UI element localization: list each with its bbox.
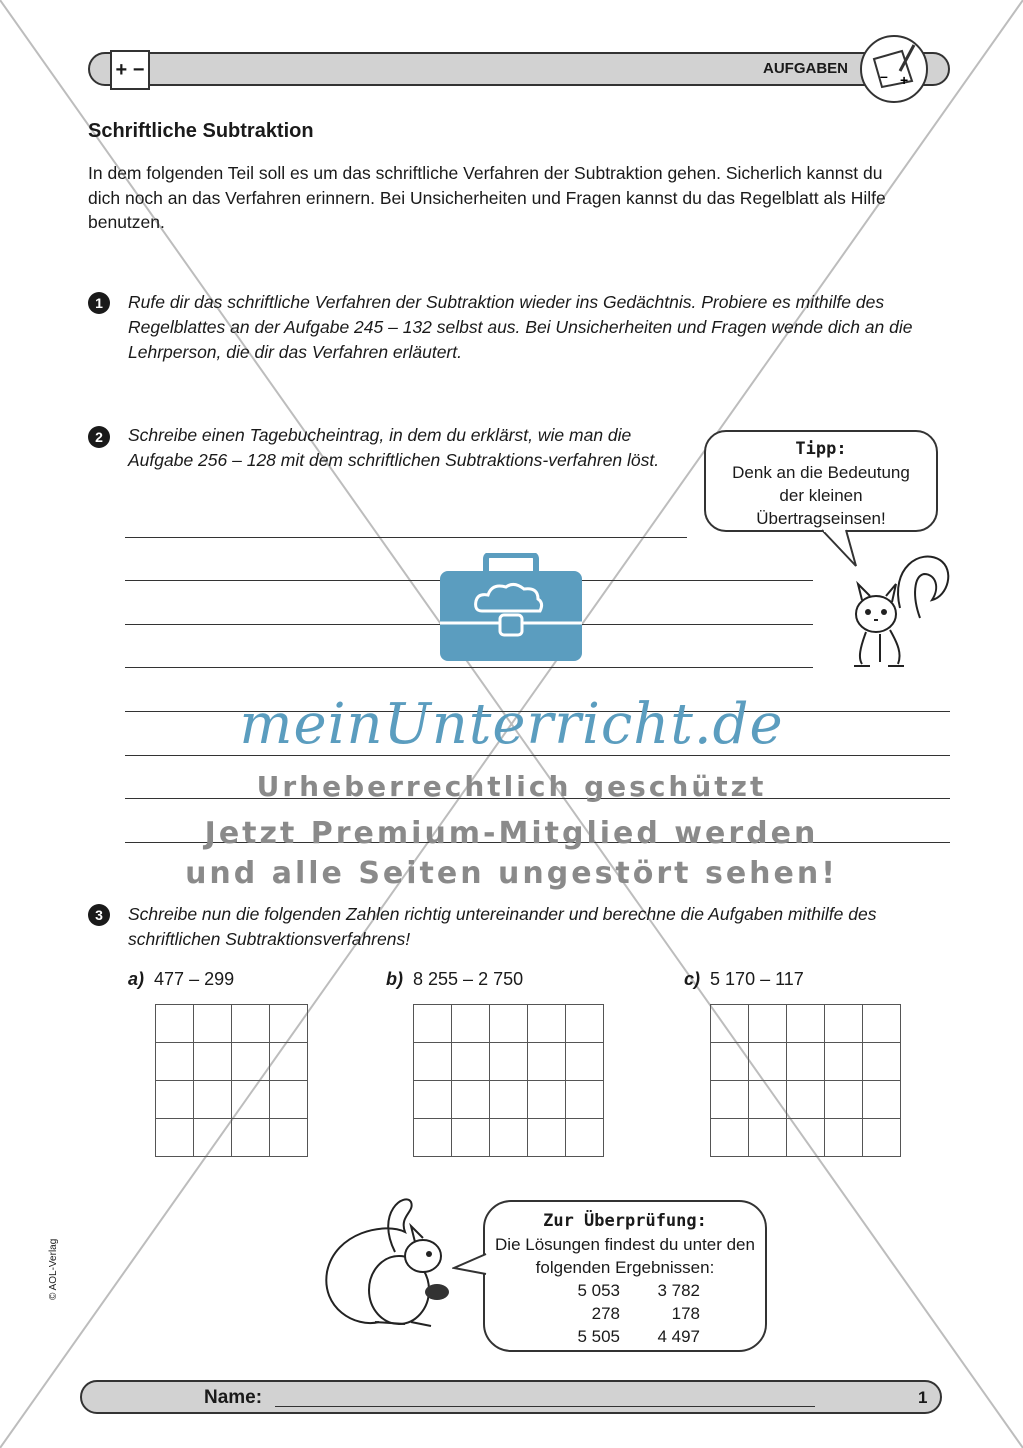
svg-text:+: +: [900, 72, 909, 88]
subtask-c-expression: 5 170 – 117: [710, 969, 804, 989]
writing-line[interactable]: [125, 667, 813, 668]
squirrel-illustration: [840, 548, 955, 670]
subtask-b-label: b): [386, 969, 403, 989]
task-number-3: 3: [88, 904, 110, 926]
watermark-brand: meinUnterricht.de: [239, 692, 784, 757]
subtask-b-expression: 8 255 – 2 750: [413, 969, 524, 989]
tip-title: Tipp:: [795, 439, 847, 459]
result-value: 3 782: [657, 1281, 700, 1300]
task-number-2: 2: [88, 426, 110, 448]
check-bubble-tail: [452, 1250, 488, 1280]
result-value: 4 497: [657, 1327, 700, 1346]
subtask-a: [128, 969, 234, 990]
subtask-a-expression: 477 – 299: [154, 969, 235, 989]
check-title: Zur Überprüfung:: [543, 1211, 707, 1231]
section-label: AUFGABEN: [763, 60, 848, 77]
calc-grid-a[interactable]: [155, 1004, 308, 1157]
svg-text:–: –: [880, 68, 888, 84]
result-value: 278: [591, 1304, 620, 1323]
briefcase-cloud-icon: [438, 553, 584, 663]
calc-grid-c[interactable]: [710, 1004, 901, 1157]
worksheet-pencil-icon: [860, 35, 928, 103]
plus-minus-icon: + −: [110, 50, 150, 90]
check-bubble: [483, 1200, 767, 1352]
watermark-line-3: und alle Seiten ungestört sehen!: [185, 856, 838, 891]
results-list: [485, 1279, 765, 1348]
result-value: 5 505: [577, 1327, 620, 1346]
check-text: Die Lösungen findest du unter den folgenden Ergebnissen:: [495, 1235, 755, 1277]
result-value: 178: [671, 1304, 700, 1323]
subtask-c-label: c): [684, 969, 701, 989]
tip-text: Denk an die Bedeutung der kleinen Übertragseinsen!: [732, 463, 910, 528]
task-2-text: Schreibe einen Tagebucheintrag, in dem du erklärst, wie man die Aufgabe 256 – 128 mit dem schriftlichen Subtraktions-verfahren löst.: [128, 425, 660, 470]
writing-line[interactable]: [125, 537, 687, 538]
watermark-line-1: Urheberrechtlich geschützt: [256, 770, 767, 803]
name-input-line[interactable]: [275, 1406, 815, 1407]
result-value: 5 053: [577, 1281, 620, 1300]
page-number: 1: [918, 1388, 928, 1407]
subtask-b: [386, 969, 523, 990]
tip-bubble: [704, 430, 938, 532]
squirrel-with-nut-illustration: [315, 1192, 465, 1342]
intro-paragraph: In dem folgenden Teil soll es um das schriftliche Verfahren der Subtraktion gehen. Sicherlich kannst du dich noch an das Verfahren erinnern. Bei Unsicherheiten und Fragen kannst du das Regelblatt als Hilfe benutzen.: [88, 163, 886, 232]
task-1-text: Rufe dir das schriftliche Verfahren der Subtraktion wieder ins Gedächtnis. Probiere es mithilfe des Regelblattes an der Aufgabe 245 – 132 selbst aus. Bei Unsicherheiten und Fragen wende dich an die Lehrperson, die dir das Verfahren erläutert.: [128, 292, 913, 362]
subtask-c: [684, 969, 804, 990]
task-number-1: 1: [88, 292, 110, 314]
name-label: Name:: [204, 1387, 263, 1408]
subtask-a-label: a): [128, 969, 145, 989]
calc-grid-b[interactable]: [413, 1004, 604, 1157]
page-title: Schriftliche Subtraktion: [88, 120, 314, 142]
watermark-line-2: Jetzt Premium-Mitglied werden: [204, 816, 819, 851]
task-3-text: Schreibe nun die folgenden Zahlen richtig untereinander und berechne die Aufgaben mithilfe des schriftlichen Subtraktionsverfahrens!: [128, 904, 877, 949]
copyright: © AOL-Verlag: [48, 1238, 59, 1300]
